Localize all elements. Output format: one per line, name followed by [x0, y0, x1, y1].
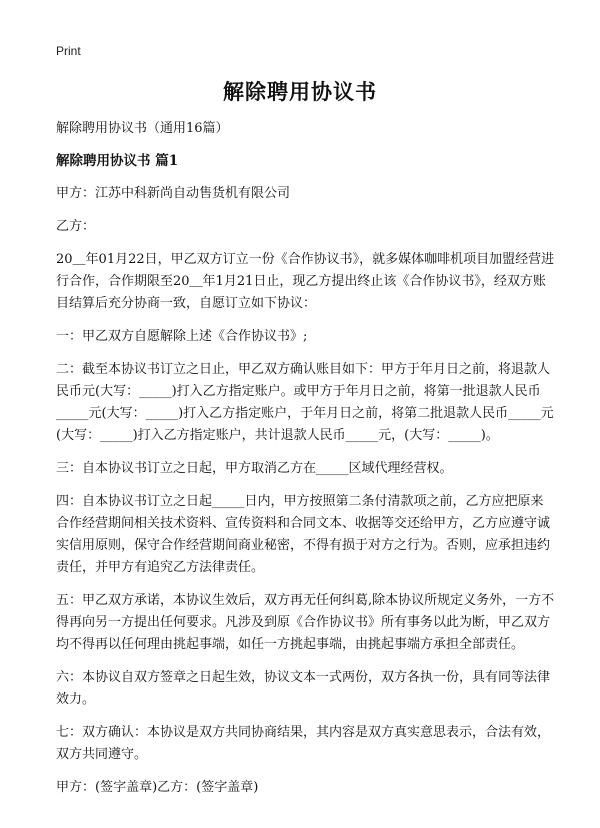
clause-5: 五：甲乙双方承诺，本协议生效后，双方再无任何纠葛,除本协议所规定义务外，一方不得再向另一方提出任何要求。凡涉及到原《合作协议书》所有事务以此为断，甲乙双方均不得再以任何理由挑起事端，如任一方挑起事端，由挑起事端方承担全部责任。: [56, 593, 555, 652]
clause-2: 二：截至本协议书订立之日止，甲乙双方确认账目如下：甲方于年月日之前，将退款人民币元(大写：_____)打入乙方指定账户。或甲方于年月日之前，将第一批退款人民币_____元(大写：_____)打入乙方指定账户，于年月日之前，将第二批退款人民币_____元(大写：_____)打入乙方指定账户，共计退款人民币_____元，(大写：_____)。: [56, 362, 554, 443]
clause-3: 三：自本协议书订立之日起，甲方取消乙方在_____区域代理经营权。: [56, 461, 453, 476]
clause-4: 四：自本协议书订立之日起_____日内，甲方按照第二条付清款项之前，乙方应把原来合作经营期间相关技术资料、宣传资料和合同文本、收据等交还给甲方，乙方应遵守诚实信用原则，保守合作经营期间商业秘密，不得有损于对方之行为。否则，应承担违约责任，并甲方有追究乙方法律责任。: [56, 494, 551, 575]
party-a-line: 甲方：江苏中科新尚自动售货机有限公司: [56, 186, 291, 201]
clause-7: 七：双方确认：本协议是双方共同协商结果，其内容是双方真实意思表示，合法有效，双方共同遵守。: [56, 725, 551, 762]
print-link[interactable]: Print: [56, 44, 81, 58]
document-subtitle: 解除聘用协议书（通用16篇）: [56, 121, 229, 136]
document-body: [56, 118, 556, 810]
section-heading: 解除聘用协议书 篇1: [56, 153, 179, 169]
party-b-line: 乙方：: [56, 219, 96, 234]
clause-6: 六：本协议自双方签章之日起生效，协议文本一式两份，双方各执一份，具有同等法律效力。: [56, 670, 551, 707]
document-title: 解除聘用协议书: [223, 79, 377, 104]
signature-line: 甲方：(签字盖章)乙方：(签字盖章): [56, 780, 259, 795]
intro-paragraph: 20＿年01月22日，甲乙双方订立一份《合作协议书》，就多媒体咖啡机项目加盟经营进行合作，合作期限至20＿年1月21日止，现乙方提出终止该《合作协议书》，经双方账目结算后充分协商一致，自愿订立如下协议：: [56, 252, 555, 311]
clause-1: 一：甲乙双方自愿解除上述《合作协议书》;: [56, 329, 308, 344]
